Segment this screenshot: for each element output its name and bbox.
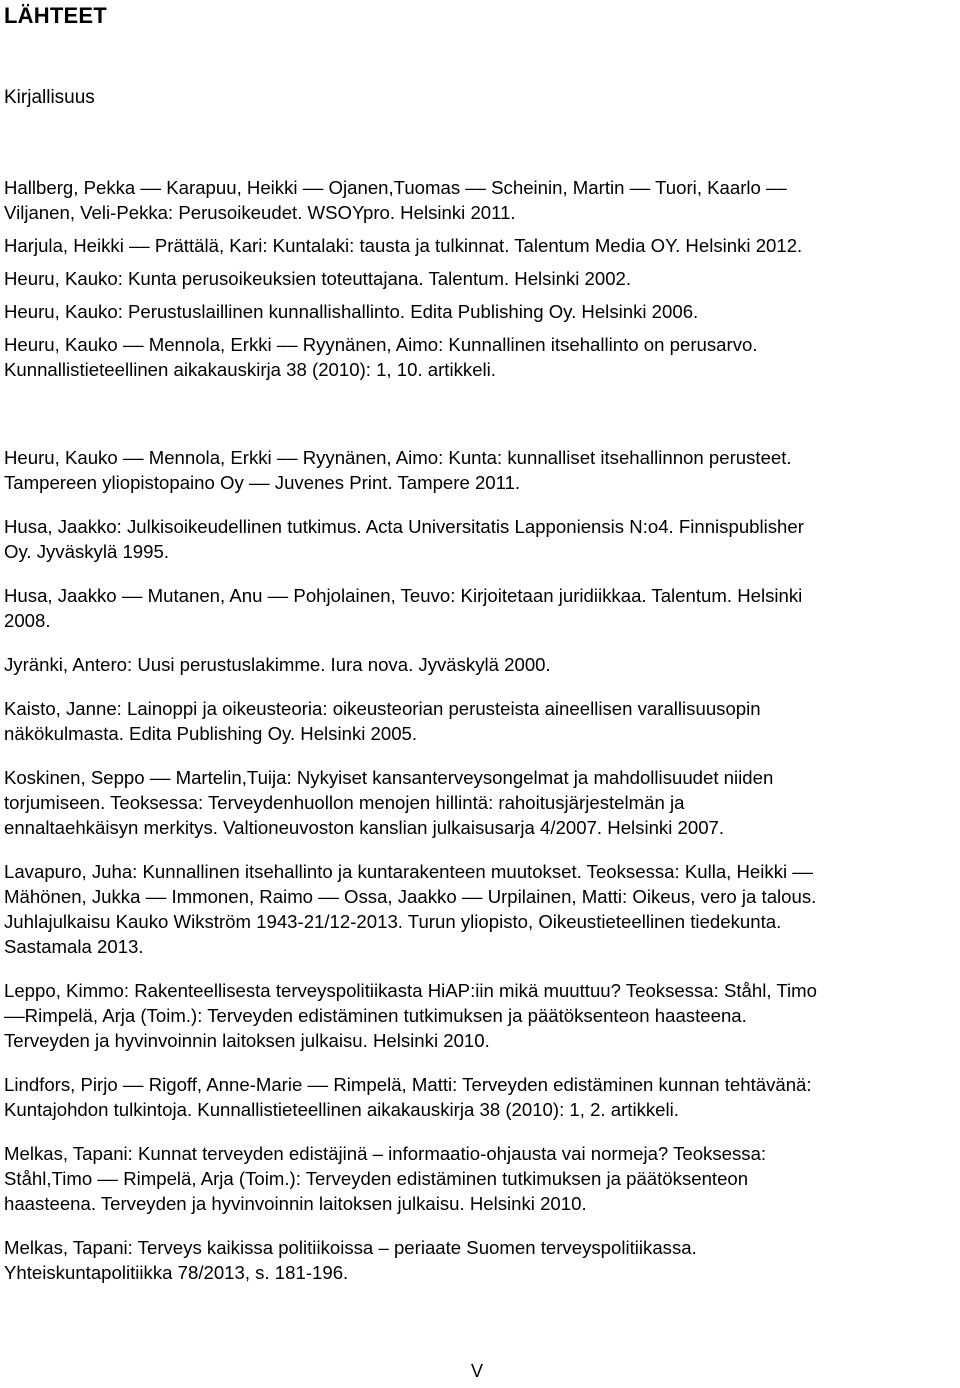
- reference-entry: [4, 859, 956, 959]
- reference-line: torjumiseen. Teoksessa: Terveydenhuollon menojen hillintä: rahoitusjärjestelmän ja: [4, 792, 685, 813]
- reference-line: ––Rimpelä, Arja (Toim.): Terveyden edistäminen tutkimuksen ja päätöksenteon haasteena.: [4, 1005, 747, 1026]
- reference-list-first-block: [4, 175, 956, 390]
- reference-entry: [4, 233, 956, 258]
- reference-entry: [4, 514, 956, 564]
- reference-entry: [4, 765, 956, 840]
- reference-line: ennaltaehkäisyn merkitys. Valtioneuvoston kanslian julkaisusarja 4/2007. Helsinki 2007.: [4, 817, 725, 838]
- reference-line: Kuntajohdon tulkintoja. Kunnallistieteellinen aikakauskirja 38 (2010): 1, 2. artikkeli.: [4, 1099, 679, 1120]
- section-heading: Kirjallisuus: [4, 87, 95, 108]
- reference-line: näkökulmasta. Edita Publishing Oy. Helsinki 2005.: [4, 723, 418, 744]
- reference-line: Heuru, Kauko –– Mennola, Erkki –– Ryynänen, Aimo: Kunta: kunnalliset itsehallinnon perusteet.: [4, 447, 792, 468]
- reference-line: Kunnallistieteellinen aikakauskirja 38 (2010): 1, 10. artikkeli.: [4, 359, 496, 380]
- reference-line: haasteena. Terveyden ja hyvinvoinnin laitoksen julkaisu. Helsinki 2010.: [4, 1193, 587, 1214]
- reference-line: Juhlajulkaisu Kauko Wikström 1943-21/12-2013. Turun yliopisto, Oikeustieteellinen tiedekunta.: [4, 911, 782, 932]
- reference-line: Ståhl,Timo –– Rimpelä, Arja (Toim.): Terveyden edistäminen tutkimuksen ja päätöksenteon: [4, 1168, 749, 1189]
- page-number: V: [471, 1361, 484, 1381]
- reference-entry: [4, 696, 956, 746]
- reference-line: Heuru, Kauko –– Mennola, Erkki –– Ryynänen, Aimo: Kunnallinen itsehallinto on perusarvo.: [4, 334, 758, 355]
- reference-entry: [4, 652, 956, 677]
- reference-line: Oy. Jyväskylä 1995.: [4, 541, 170, 562]
- reference-entry: [4, 583, 956, 633]
- reference-line: Melkas, Tapani: Kunnat terveyden edistäjinä – informaatio-ohjausta vai normeja? Teoksessa:: [4, 1143, 767, 1164]
- reference-line: Lavapuro, Juha: Kunnallinen itsehallinto ja kuntarakenteen muutokset. Teoksessa: Kulla, Heikki ––: [4, 861, 813, 882]
- reference-line: Tampereen yliopistopaino Oy –– Juvenes Print. Tampere 2011.: [4, 472, 521, 493]
- reference-line: Husa, Jaakko –– Mutanen, Anu –– Pohjolainen, Teuvo: Kirjoitetaan juridiikkaa. Talentum. Helsinki: [4, 585, 803, 606]
- reference-line: Heuru, Kauko: Perustuslaillinen kunnallishallinto. Edita Publishing Oy. Helsinki 2006.: [4, 301, 699, 322]
- reference-line: Melkas, Tapani: Terveys kaikissa politiikoissa – periaate Suomen terveyspolitiikassa.: [4, 1237, 697, 1258]
- reference-line: Hallberg, Pekka –– Karapuu, Heikki –– Ojanen,Tuomas –– Scheinin, Martin –– Tuori, Kaarlo ––: [4, 177, 787, 198]
- reference-line: Lindfors, Pirjo –– Rigoff, Anne-Marie –– Rimpelä, Matti: Terveyden edistäminen kunnan tehtävänä:: [4, 1074, 812, 1095]
- reference-entry: [4, 1141, 956, 1216]
- reference-list-second-block: [4, 445, 956, 1304]
- reference-line: Husa, Jaakko: Julkisoikeudellinen tutkimus. Acta Universitatis Lapponiensis N:o4. Finnispublisher: [4, 516, 804, 537]
- page-title: LÄHTEET: [4, 3, 107, 28]
- reference-entry: [4, 175, 956, 225]
- reference-line: Heuru, Kauko: Kunta perusoikeuksien toteuttajana. Talentum. Helsinki 2002.: [4, 268, 632, 289]
- reference-entry: [4, 978, 956, 1053]
- reference-line: Kaisto, Janne: Lainoppi ja oikeusteoria: oikeusteorian perusteista aineellisen varallisuusopin: [4, 698, 761, 719]
- reference-entry: [4, 332, 956, 382]
- reference-line: Jyränki, Antero: Uusi perustuslakimme. Iura nova. Jyväskylä 2000.: [4, 654, 551, 675]
- reference-line: Leppo, Kimmo: Rakenteellisesta terveyspolitiikasta HiAP:iin mikä muuttuu? Teoksessa: Ståhl, Timo: [4, 980, 817, 1001]
- reference-entry: [4, 1072, 956, 1122]
- reference-line: Harjula, Heikki –– Prättälä, Kari: Kuntalaki: tausta ja tulkinnat. Talentum Media OY. Helsinki 2012.: [4, 235, 803, 256]
- reference-line: Terveyden ja hyvinvoinnin laitoksen julkaisu. Helsinki 2010.: [4, 1030, 490, 1051]
- reference-entry: [4, 445, 956, 495]
- reference-line: Viljanen, Veli-Pekka: Perusoikeudet. WSOYpro. Helsinki 2011.: [4, 202, 516, 223]
- reference-line: 2008.: [4, 610, 51, 631]
- reference-entry: [4, 299, 956, 324]
- reference-line: Koskinen, Seppo –– Martelin,Tuija: Nykyiset kansanterveysongelmat ja mahdollisuudet niiden: [4, 767, 774, 788]
- reference-line: Mähönen, Jukka –– Immonen, Raimo –– Ossa, Jaakko –– Urpilainen, Matti: Oikeus, vero ja talous.: [4, 886, 817, 907]
- reference-entry: [4, 266, 956, 291]
- reference-entry: [4, 1235, 956, 1285]
- reference-line: Yhteiskuntapolitiikka 78/2013, s. 181-196.: [4, 1262, 349, 1283]
- reference-line: Sastamala 2013.: [4, 936, 144, 957]
